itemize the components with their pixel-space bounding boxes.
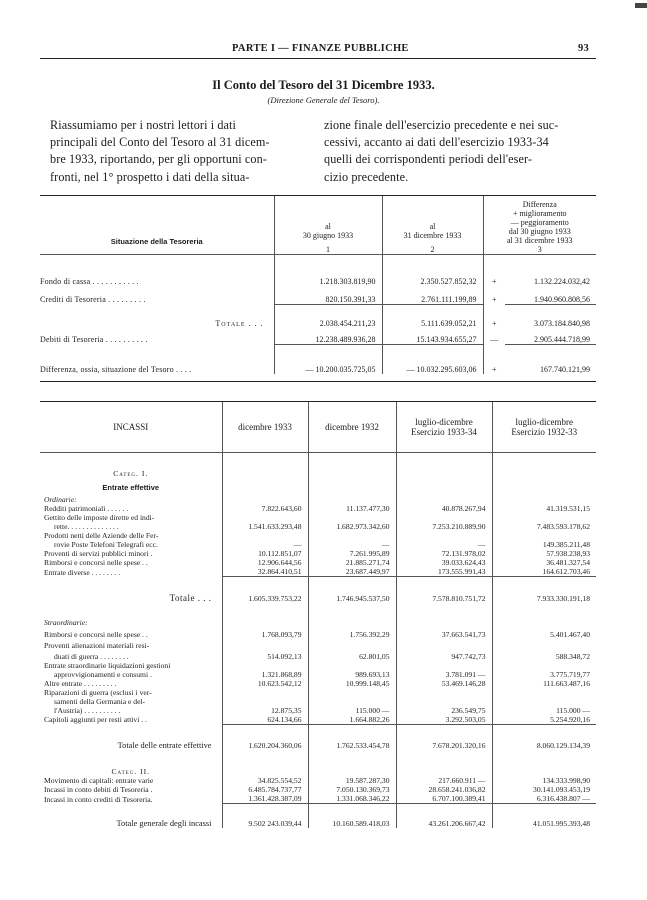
entrate-effettive-label: Entrate effettive bbox=[102, 483, 160, 492]
page-edge-mark bbox=[635, 3, 647, 8]
incassi-header-label: INCASSI bbox=[113, 421, 149, 432]
table-row-total: Totale . . . 2.038.454.211,23 5.111.639.052,21 + 3.073.184.840,98 bbox=[40, 304, 596, 328]
table-row-grand-total: Totale generale degli incassi 9.502 243.039,44 10.160.589.418,03 43.261.206.667,42 41.051.995.393,48 bbox=[40, 804, 596, 828]
col-header-es-1933-34: luglio-dicembre Esercizio 1933-34 bbox=[396, 402, 492, 452]
intro-line: quelli dei corrispondenti periodi dell'eser- bbox=[324, 152, 533, 167]
table-row: Entrate diverse . . . . . . . . 32.864.410,51 23.687.449,97 173.555.991,43 164.612.703,46 bbox=[40, 567, 596, 577]
intro-line: fronti, nel 1° prospetto i dati della situa- bbox=[50, 169, 250, 184]
table-row: Rimborsi e concorsi nelle spese . . 1.768.093,79 1.756.392,29 37.663.541,73 5.401.467,40 bbox=[40, 627, 596, 639]
incassi-table bbox=[40, 402, 596, 828]
table-row: duati di guerra . . . . . . . . 514.092,13 62.801,05 947.742,73 588.348,72 bbox=[40, 650, 596, 661]
intro-line: bre 1933, riportando, per gli opportuni con- bbox=[50, 152, 267, 167]
col-header-31-dicembre: al 31 dicembre 1933 2 bbox=[382, 196, 483, 254]
intro-line: principali del Conto del Tesoro al 31 dicem- bbox=[50, 135, 270, 150]
table-row-total: Totale . . . 1.605.339.753,22 1.746.945.537,50 7.578.810.751,72 7.933.330.191,18 bbox=[40, 577, 596, 603]
table-row: Movimento di capitali: entrate varie 34.825.554,52 19.587.287,30 217.660.911 — 134.333.998,90 bbox=[40, 776, 596, 785]
page-number: 93 bbox=[578, 43, 590, 54]
table-row: Entrate straordinarie liquidazioni gestioni bbox=[40, 661, 596, 670]
ordinarie-label: Ordinarie: bbox=[44, 495, 77, 504]
table-row: Prodotti netti delle Aziende delle Fer- bbox=[40, 531, 596, 540]
table-row: Crediti di Tesoreria . . . . . . . . . 820.150.391,33 2.761.111.199,89 + 1.940.960.808,56 bbox=[40, 286, 596, 304]
article-subtitle: (Direzione Generale del Tesoro). bbox=[267, 95, 380, 105]
article-title: Il Conto del Tesoro del 31 Dicembre 1933. bbox=[212, 78, 435, 92]
intro-line: cizio precedente. bbox=[324, 169, 409, 184]
chapter-title: PARTE I — FINANZE PUBBLICHE bbox=[232, 43, 409, 54]
table-row: Incassi in conto crediti di Tesoreria. 1.361.428.387,09 1.331.068.346,22 6.707.100.389,41 6.316.438.807 — bbox=[40, 794, 596, 804]
table-row: rette. . . . . . . . . . . . . . 1.541.633.293,48 1.682.973.342,60 7.253.210.889,90 7.483.593.178,62 bbox=[40, 522, 596, 531]
table-row-total: Totale delle entrate effettive 1.620.204.360,06 1.762.533.454,78 7.678.201.320,16 8.060.129.134,39 bbox=[40, 724, 596, 750]
table1-bottom-rule bbox=[40, 381, 596, 382]
table-row: l'Austria) . . . . . . . . . . 12.875,35 115.000 — 236.549,75 115.000 — bbox=[40, 706, 596, 715]
categ2-label: Categ. II. bbox=[111, 767, 151, 776]
intro-line: cessivi, accanto ai dati dell'esercizio 1933-34 bbox=[324, 135, 549, 150]
col-header-30-giugno: al 30 giugno 1933 1 bbox=[274, 196, 382, 254]
table-row: Redditi patrimoniali . . . . . . 7.822.643,60 11.137.477,30 40.878.267,94 41.319.531,15 bbox=[40, 504, 596, 513]
table-row: Capitoli aggiunti per resti attivi . . 624.134,66 1.664.882,26 3.292.503,05 5.254.920,16 bbox=[40, 715, 596, 725]
table-row: Riparazioni di guerra (esclusi i ver- bbox=[40, 688, 596, 697]
col-header-dic-1932: dicembre 1932 bbox=[308, 402, 396, 452]
tesoreria-header-label: Situazione della Tesoreria bbox=[110, 236, 203, 246]
table-row: rovie Poste Telefoni Telegrafi ecc. — — — 149.385.211,48 bbox=[40, 540, 596, 549]
tesoreria-table bbox=[40, 196, 596, 374]
table-row: samenti della Germania e del- bbox=[40, 697, 596, 706]
header-rule bbox=[40, 58, 596, 59]
categ1-label: Categ. I. bbox=[40, 452, 222, 478]
table-row: Incassi in conto debiti di Tesoreria . 6.485.784.737,77 7.050.130.369,73 28.658.241.036,82 30.141.093.453,19 bbox=[40, 785, 596, 794]
table-row: Gettito delle imposte dirette ed indi- bbox=[40, 513, 596, 522]
intro-line: zione finale dell'esercizio precedente e nei suc- bbox=[324, 118, 559, 132]
intro-left-column bbox=[50, 117, 270, 186]
table-row: approvvigionamenti e consumi . 1.321.868,89 989.693,13 3.781.091 — 3.775.719,77 bbox=[40, 670, 596, 679]
intro-right-column bbox=[324, 117, 558, 186]
table-row: Proventi alienazioni materiali resi- bbox=[40, 639, 596, 650]
intro-line: Riassumiamo per i nostri lettori i dati bbox=[50, 118, 237, 132]
col-header-dic-1933: dicembre 1933 bbox=[222, 402, 308, 452]
table-row: Fondo di cassa . . . . . . . . . . . 1.218.303.819,90 2.350.527.852,32 + 1.132.224.032,42 bbox=[40, 268, 596, 286]
table-row: Proventi di servizi pubblici minori . 10.112.851,07 7.261.995,89 72.131.978,02 57.938.238,93 bbox=[40, 549, 596, 558]
table-row-differenza: Differenza, ossia, situazione del Tesoro . . . . — 10.200.035.725,05 — 10.032.295.603,06 + 167.740.121,99 bbox=[40, 344, 596, 374]
col-header-differenza: Differenza + miglioramento — peggioramento dal 30 giugno 1933 al 31 dicembre 1933 3 bbox=[483, 196, 596, 254]
straordinarie-label: Straordinarie: bbox=[44, 617, 88, 627]
col-header-es-1932-33: luglio-dicembre Esercizio 1932-33 bbox=[492, 402, 596, 452]
table-row: Altre entrate . . . . . . . . . 10.623.542,12 10.999.148,45 53.469.146,28 111.663.487,16 bbox=[40, 679, 596, 688]
table-row: Debiti di Tesoreria . . . . . . . . . . 12.238.489.936,28 15.143.934.655,27 — 2.905.444.718,99 bbox=[40, 328, 596, 344]
table-row: Rimborsi e concorsi nelle spese . . 12.906.644,56 21.885.271,74 39.033.624,43 36.481.327,54 bbox=[40, 558, 596, 567]
